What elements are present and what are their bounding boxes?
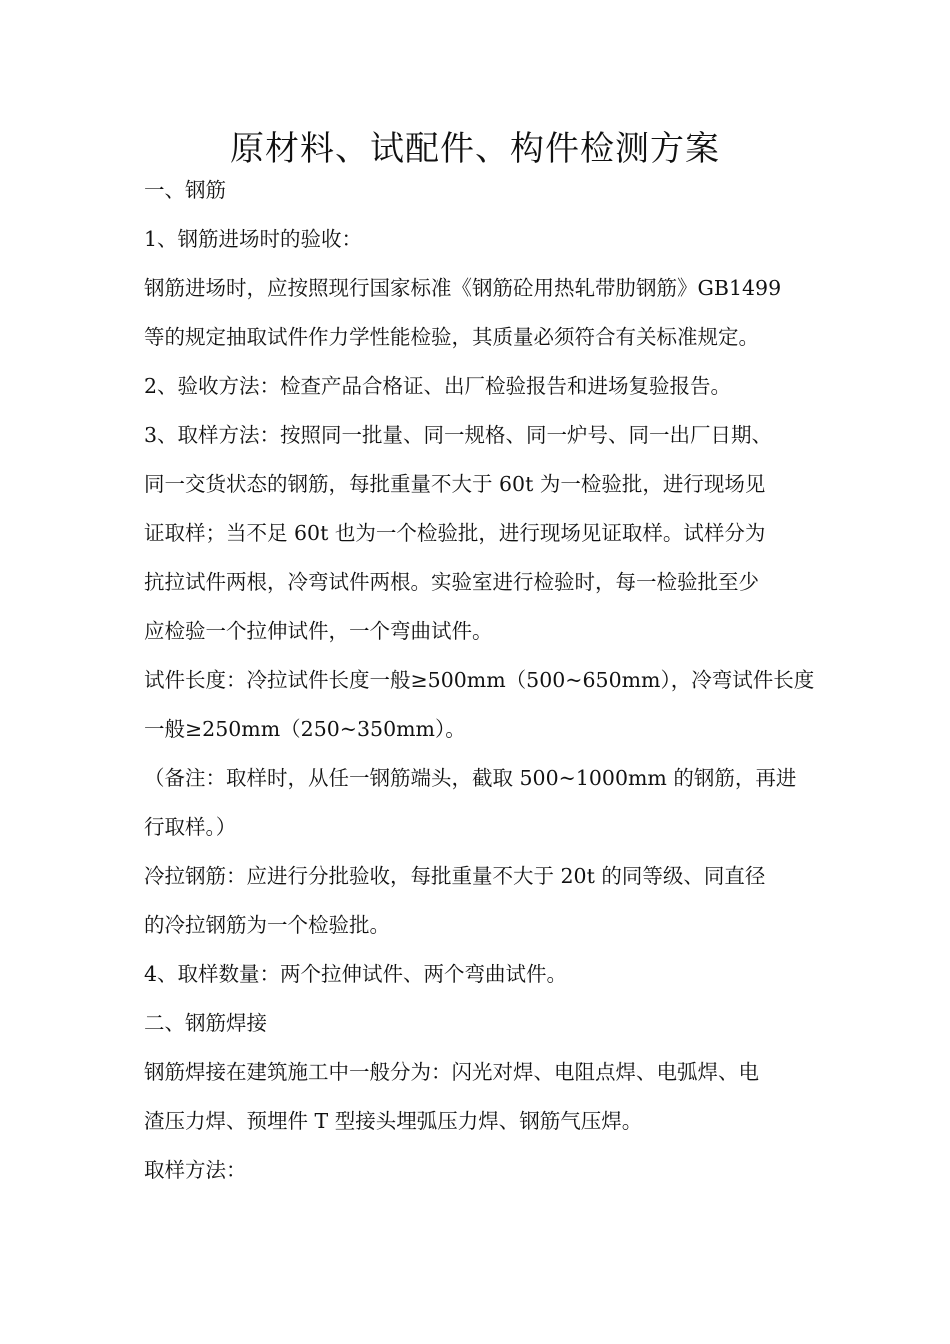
subheading-sample-quantity: 4、取样数量：两个拉伸试件、两个弯曲试件。 [144, 962, 568, 986]
section-heading-welding: 二、钢筋焊接 [144, 1011, 267, 1035]
document-title: 原材料、试配件、构件检测方案 [230, 128, 720, 169]
paragraph-line: 证取样；当不足 60t 也为一个检验批，进行现场见证取样。试样分为 [144, 521, 766, 545]
paragraph-cold-drawn-steel: 冷拉钢筋：应进行分批验收，每批重量不大于 20t 的同等级、同直径 [144, 864, 766, 888]
subheading-welding-sampling: 取样方法： [144, 1158, 247, 1182]
paragraph-line: 行取样。） [144, 815, 237, 839]
subheading-acceptance: 1、钢筋进场时的验收： [144, 227, 363, 251]
paragraph-line: 的冷拉钢筋为一个检验批。 [144, 913, 390, 937]
paragraph-line: 等的规定抽取试件作力学性能检验，其质量必须符合有关标准规定。 [144, 325, 759, 349]
paragraph-line: 钢筋进场时，应按照现行国家标准《钢筋砼用热轧带肋钢筋》GB1499 [144, 276, 782, 300]
document-body [144, 166, 814, 1195]
paragraph-line: 同一交货状态的钢筋，每批重量不大于 60t 为一检验批，进行现场见 [144, 472, 766, 496]
paragraph-welding-types: 钢筋焊接在建筑施工中一般分为：闪光对焊、电阻点焊、电弧焊、电 [144, 1060, 759, 1084]
subheading-acceptance-method: 2、验收方法：检查产品合格证、出厂检验报告和进场复验报告。 [144, 374, 732, 398]
section-heading-steel: 一、钢筋 [144, 178, 226, 202]
paragraph-line: 应检验一个拉伸试件，一个弯曲试件。 [144, 619, 493, 643]
paragraph-line: 一般≥250mm（250~350mm）。 [144, 717, 466, 741]
paragraph-line: 抗拉试件两根，冷弯试件两根。实验室进行检验时，每一检验批至少 [144, 570, 759, 594]
paragraph-line: 渣压力焊、预埋件 T 型接头埋弧压力焊、钢筋气压焊。 [144, 1109, 643, 1133]
paragraph-note: （备注：取样时，从任一钢筋端头，截取 500~1000mm 的钢筋，再进 [144, 766, 797, 790]
subheading-sampling-method: 3、取样方法：按照同一批量、同一规格、同一炉号、同一出厂日期、 [144, 423, 773, 447]
paragraph-specimen-length: 试件长度：冷拉试件长度一般≥500mm（500~650mm），冷弯试件长度 [144, 668, 815, 692]
